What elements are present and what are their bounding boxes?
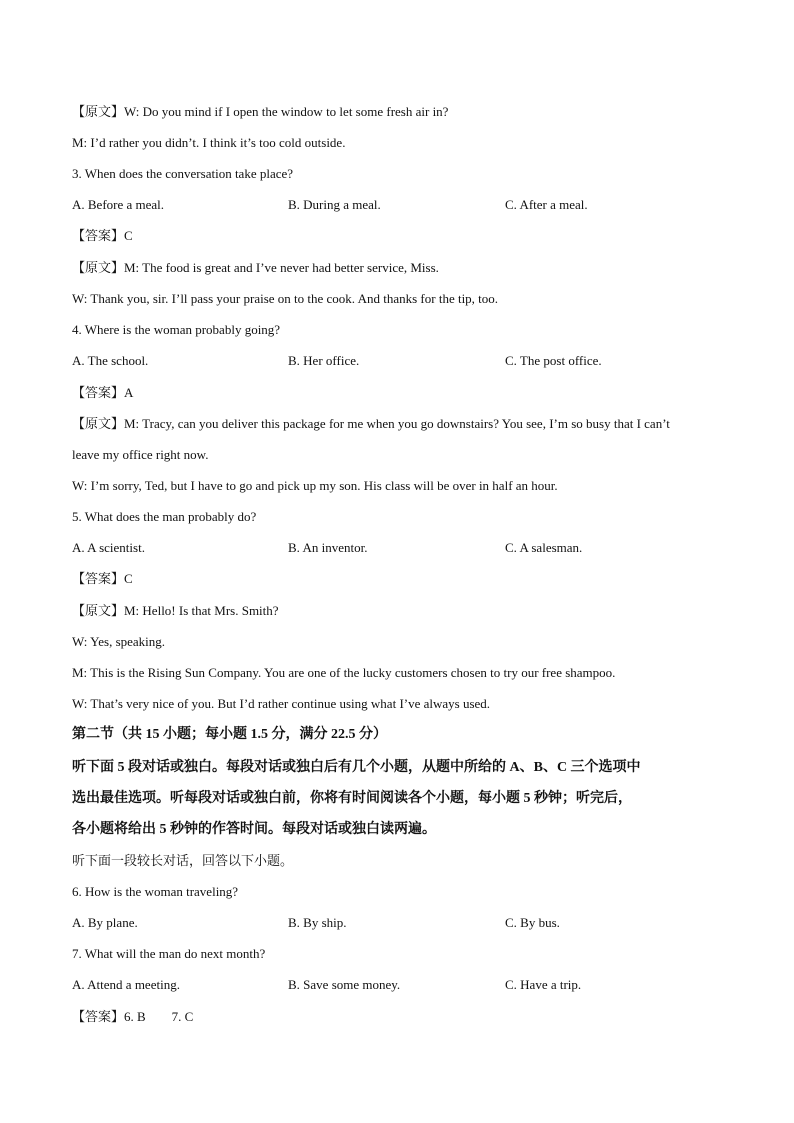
q3-original-line-2: W: Thank you, sir. I’ll pass your praise on to the cook. And thanks for the tip, too. [72, 291, 499, 306]
q3-question: 3. When does the conversation take place? [72, 166, 294, 181]
q4-original-line-2: leave my office right now. [72, 447, 209, 462]
q7-option-a: A. Attend a meeting. [72, 977, 180, 992]
q5-option-c: C. A salesman. [505, 540, 583, 555]
q3-answer: 【答案】C [72, 228, 133, 243]
q6-option-c: C. By bus. [505, 915, 560, 930]
section-2-instruction-line-3: 各小题将给出 5 秒钟的作答时间。每段对话或独白读两遍。 [72, 822, 436, 837]
q5-original-line-4: W: That’s very nice of you. But I’d rather continue using what I’ve always used. [72, 696, 491, 711]
q5-original-line-2: W: Yes, speaking. [72, 634, 166, 649]
q7-option-c: C. Have a trip. [505, 977, 582, 992]
q4-answer: 【答案】A [72, 385, 134, 400]
q6-q7-answer: 【答案】6. B 7. C [72, 1009, 194, 1024]
q3-original-line-1: 【原文】M: The food is great and I’ve never had better service, Miss. [72, 260, 439, 275]
q5-option-a: A. A scientist. [72, 540, 145, 555]
q6-option-a: A. By plane. [72, 915, 138, 930]
q3-option-c: C. After a meal. [505, 197, 588, 212]
q5-original-line-3: M: This is the Rising Sun Company. You are one of the lucky customers chosen to try our free shampoo. [72, 665, 616, 680]
q4-original-line-1: 【原文】M: Tracy, can you deliver this package for me when you go downstairs? You see, I’m so busy that I can’t [72, 416, 670, 431]
section-2-heading: 第二节（共 15 小题；每小题 1.5 分，满分 22.5 分） [72, 727, 387, 742]
q4-option-b: B. Her office. [288, 353, 360, 368]
q2-original-line-2: M: I’d rather you didn’t. I think it’s too cold outside. [72, 135, 346, 150]
section-2-instruction-line-2: 选出最佳选项。听每段对话或独白前，你将有时间阅读各个小题，每小题 5 秒钟；听完后， [72, 791, 632, 806]
q7-option-b: B. Save some money. [288, 977, 401, 992]
section-2-instruction-line-1: 听下面 5 段对话或独白。每段对话或独白后有几个小题，从题中所给的 A、B、C 三个选项中 [72, 760, 641, 775]
q5-question: 5. What does the man probably do? [72, 509, 257, 524]
q6-question: 6. How is the woman traveling? [72, 884, 239, 899]
q3-option-a: A. Before a meal. [72, 197, 165, 212]
q3-option-b: B. During a meal. [288, 197, 381, 212]
q5-answer: 【答案】C [72, 571, 133, 586]
q5-original-line-1: 【原文】M: Hello! Is that Mrs. Smith? [72, 603, 279, 618]
section-2-sub-instruction: 听下面一段较长对话，回答以下小题。 [72, 853, 294, 868]
q6-option-b: B. By ship. [288, 915, 347, 930]
q4-option-a: A. The school. [72, 353, 149, 368]
q4-original-line-3: W: I’m sorry, Ted, but I have to go and pick up my son. His class will be over in half an hour. [72, 478, 558, 493]
q2-original-line-1: 【原文】W: Do you mind if I open the window to let some fresh air in? [72, 104, 449, 119]
q5-option-b: B. An inventor. [288, 540, 368, 555]
q7-question: 7. What will the man do next month? [72, 946, 266, 961]
q4-option-c: C. The post office. [505, 353, 602, 368]
q4-question: 4. Where is the woman probably going? [72, 322, 281, 337]
